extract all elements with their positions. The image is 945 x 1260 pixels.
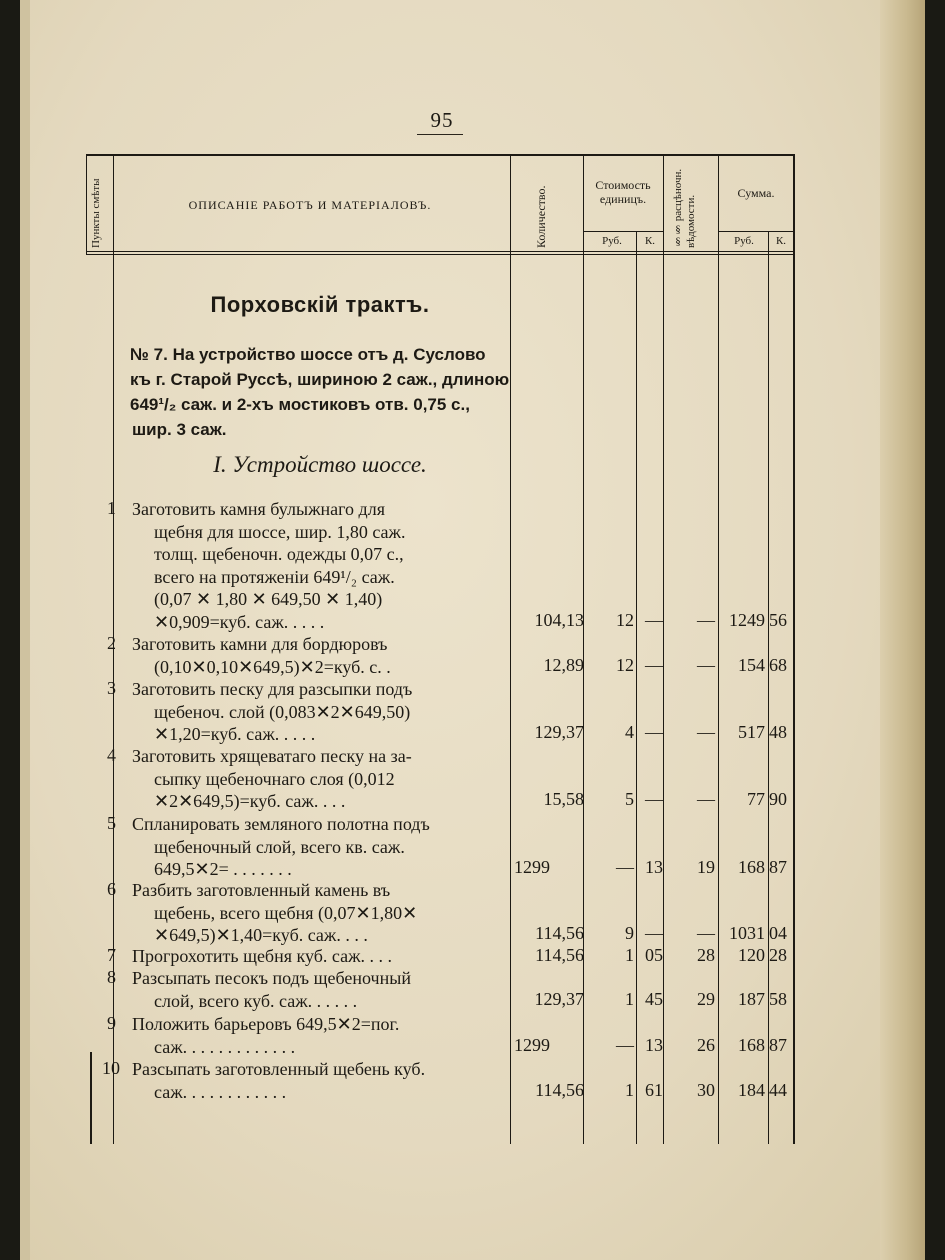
unit-rub-cell: — [616, 1035, 634, 1055]
unit-kop-cell: 05 [645, 945, 663, 965]
unit-rub-cell: 1 [625, 1080, 634, 1100]
desc-line: саж. . . . . . . . . . . . . [154, 1036, 296, 1057]
row-number: 2 [107, 633, 116, 653]
left-margin-mark [90, 1052, 92, 1144]
row-description [132, 1058, 504, 1103]
desc-line: Спланировать земляного полотна подъ [132, 814, 430, 834]
page-binding-edge [20, 0, 30, 1260]
ref-cell: — [697, 610, 715, 630]
unit-rub-cell: 12 [616, 655, 634, 675]
sum-rub-cell: 1249 [729, 610, 765, 630]
quantity-cell: 129,37 [534, 989, 584, 1009]
sum-subrule [718, 231, 794, 232]
unit-kop-cell: 61 [645, 1080, 663, 1100]
quantity-cell: 129,37 [534, 722, 584, 742]
desc-line: Прогрохотить щебня куб. саж. . . . [132, 946, 393, 966]
row-number: 5 [107, 813, 116, 833]
header-quantity-label: Количество. [534, 185, 548, 248]
desc-line: Разсыпать песокъ подъ щебеночный [132, 968, 411, 988]
row-description [132, 813, 504, 881]
sum-rub-cell: 168 [738, 1035, 765, 1055]
header-item-label: Пункты смѣты [90, 178, 102, 248]
col-rule-2 [510, 154, 511, 1144]
sum-kop-cell: 58 [769, 989, 787, 1009]
sum-rub-cell: 168 [738, 857, 765, 877]
header-rub-label: Руб. [602, 235, 622, 247]
unit-kop-cell: — [645, 722, 663, 742]
row-description [132, 678, 504, 746]
ref-cell: — [697, 923, 715, 943]
section-title: Порховскій трактъ. [210, 292, 430, 317]
unit-rub-cell: 9 [625, 923, 634, 943]
desc-line: ✕649,5)✕1,40=куб. саж. . . . [154, 925, 368, 945]
unit-rub-cell: 4 [625, 722, 634, 742]
desc-line: Заготовить хрящеватаго песку на за- [132, 746, 412, 766]
desc-line: 649,5✕2= . . . . . . . [154, 859, 292, 879]
quantity-cell: 114,56 [535, 945, 584, 965]
ref-cell: — [697, 789, 715, 809]
header-sum-rub-label: Руб. [734, 235, 754, 247]
sum-rub-cell: 154 [738, 655, 765, 675]
sum-kop-cell: 44 [769, 1080, 787, 1100]
unit-kop-cell: 13 [645, 1035, 663, 1055]
object-title [130, 342, 510, 442]
desc-line: (0,10✕0,10✕649,5)✕2=куб. с. . [154, 656, 391, 677]
row-number: 1 [107, 498, 116, 518]
row-number: 10 [102, 1058, 120, 1078]
table-top-rule [86, 154, 794, 156]
row-description [132, 945, 504, 968]
quantity-cell: 104,13 [534, 610, 584, 630]
desc-line: ✕0,909=куб. саж. . . . . [154, 611, 325, 632]
row-number: 3 [107, 678, 116, 698]
unit-rub-cell: 1 [625, 945, 634, 965]
sum-rub-cell: 517 [738, 722, 765, 742]
object-title-line: къ г. Старой Руссѣ, шириною 2 саж., длиною [130, 370, 510, 389]
col-rule-5 [663, 154, 664, 1144]
ref-cell: 28 [697, 945, 715, 965]
sum-rub-cell: 77 [747, 789, 765, 809]
desc-line: щебеночный слой, всего кв. саж. [154, 836, 405, 857]
desc-line: саж. . . . . . . . . . . . [154, 1081, 287, 1102]
subsection-title: I. Устройство шоссе. [213, 452, 427, 477]
ref-cell: 30 [697, 1080, 715, 1100]
unit-kop-cell: — [645, 923, 663, 943]
unit-kop-cell: 45 [645, 989, 663, 1009]
ref-cell: 19 [697, 857, 715, 877]
quantity-cell: 1299 [514, 857, 550, 877]
object-title-line: шир. 3 саж. [132, 420, 227, 439]
page-fore-edge [880, 0, 925, 1260]
quantity-cell: 1299 [514, 1035, 550, 1055]
desc-line: щебень, всего щебня (0,07✕1,80✕ [154, 902, 418, 923]
row-number: 9 [107, 1013, 116, 1033]
sum-kop-cell: 90 [769, 789, 787, 809]
header-kop-label: К. [644, 235, 656, 247]
sum-kop-cell: 28 [769, 945, 787, 965]
page-number-rule [417, 134, 463, 135]
row-description [132, 967, 504, 1012]
row-number: 7 [107, 945, 116, 965]
unit-kop-cell: — [645, 789, 663, 809]
row-description [132, 498, 504, 633]
sum-rub-cell: 120 [738, 945, 765, 965]
row-number: 6 [107, 879, 116, 899]
object-title-line: 649¹/₂ саж. и 2-хъ мостиковъ отв. 0,75 с., [130, 395, 470, 414]
sum-kop-cell: 87 [769, 857, 787, 877]
unit-rub-cell: — [616, 857, 634, 877]
unit-rub-cell: 1 [625, 989, 634, 1009]
ref-cell: 29 [697, 989, 715, 1009]
col-rule-4 [636, 231, 637, 1144]
desc-line: Разбить заготовленный камень въ [132, 880, 391, 900]
sum-kop-cell: 56 [769, 610, 787, 630]
header-unit-cost-label: Стоимость единицъ. [595, 178, 651, 206]
sum-kop-cell: 48 [769, 722, 787, 742]
row-description [132, 1013, 504, 1058]
row-description [132, 745, 504, 813]
col-rule-0 [86, 154, 87, 254]
sum-rub-cell: 187 [738, 989, 765, 1009]
page-number: 95 [430, 108, 454, 132]
row-description [132, 633, 504, 678]
desc-line: Заготовить камня булыжнаго для [132, 499, 385, 519]
ref-cell: — [697, 722, 715, 742]
desc-line: Разсыпать заготовленный щебень куб. [132, 1059, 426, 1079]
desc-line: щебеноч. слой (0,083✕2✕649,50) [154, 701, 411, 722]
unit-kop-cell: — [645, 610, 663, 630]
row-description [132, 879, 504, 947]
ref-cell: 26 [697, 1035, 715, 1055]
desc-line: Заготовить камни для бордюровъ [132, 634, 388, 654]
desc-line: слой, всего куб. саж. . . . . . [154, 990, 358, 1011]
desc-line: ✕1,20=куб. саж. . . . . [154, 724, 316, 744]
sum-kop-cell: 04 [769, 923, 787, 943]
desc-line: сыпку щебеночнаго слоя (0,012 [154, 768, 395, 789]
header-description-label: ОПИСАНІЕ РАБОТЪ И МАТЕРІАЛОВЪ. [188, 198, 432, 212]
quantity-cell: 114,56 [535, 1080, 584, 1100]
quantity-cell: 12,89 [543, 655, 584, 675]
sum-kop-cell: 68 [769, 655, 787, 675]
table-header-rule [86, 251, 794, 252]
header-sum-label: Сумма. [737, 186, 775, 200]
desc-line: толщ. щебеночн. одежды 0,07 с., [154, 544, 404, 564]
sum-rub-cell: 1031 [729, 923, 765, 943]
header-ref-label: §§ расцѣночн. вѣдомости. [672, 168, 697, 248]
desc-line: Положить барьеровъ 649,5✕2=пог. [132, 1014, 400, 1034]
quantity-cell: 15,58 [543, 789, 584, 809]
desc-line: всего на протяженіи 649¹/₂ саж. [154, 566, 395, 587]
header-sum-kop-label: К. [775, 235, 787, 247]
unit-kop-cell: — [645, 655, 663, 675]
row-number: 8 [107, 967, 116, 987]
row-number: 4 [107, 745, 116, 765]
sum-kop-cell: 87 [769, 1035, 787, 1055]
quantity-cell: 114,56 [535, 923, 584, 943]
unit-kop-cell: 13 [645, 857, 663, 877]
unit-rub-cell: 12 [616, 610, 634, 630]
desc-line: (0,07 ✕ 1,80 ✕ 649,50 ✕ 1,40) [154, 589, 383, 609]
table-header-rule-2 [86, 254, 794, 255]
desc-line: ✕2✕649,5)=куб. саж. . . . [154, 791, 346, 811]
ref-cell: — [697, 655, 715, 675]
unit-rub-cell: 5 [625, 789, 634, 809]
desc-line: Заготовить песку для разсыпки подъ [132, 679, 413, 699]
unit-cost-subrule [583, 231, 663, 232]
sum-rub-cell: 184 [738, 1080, 765, 1100]
object-title-line: № 7. На устройство шоссе отъ д. Суслово [130, 345, 486, 364]
desc-line: щебня для шоссе, шир. 1,80 саж. [154, 521, 406, 542]
